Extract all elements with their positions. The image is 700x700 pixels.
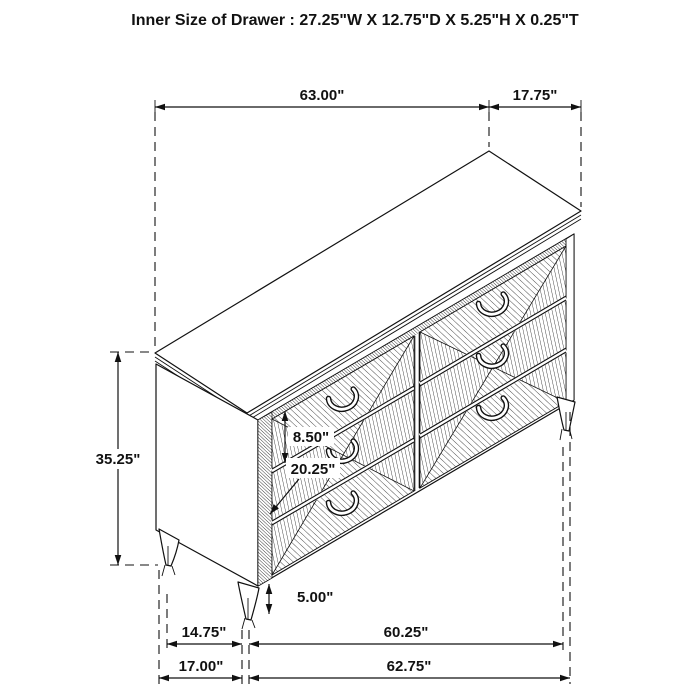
height-dimension-group xyxy=(92,352,158,565)
dim-lower-width-label: 60.25" xyxy=(383,624,429,641)
dim-drawer-height-label: 8.50" xyxy=(292,429,330,446)
leg-front-left xyxy=(238,582,259,629)
page-title: Inner Size of Drawer : 27.25"W X 12.75"D X 5.25"H X 0.25"T xyxy=(131,12,579,29)
dim-base-width-label: 62.75" xyxy=(386,658,432,675)
center-divider xyxy=(414,332,420,491)
leg-right xyxy=(557,397,575,440)
dim-leg-offset-label: 14.75" xyxy=(181,624,227,641)
dim-top-depth-label: 17.75" xyxy=(512,87,558,104)
dim-leg-height-label: 5.00" xyxy=(297,589,334,606)
dresser-drawing xyxy=(155,151,581,629)
front-right-stile xyxy=(566,234,574,405)
dim-overall-height-label: 35.25" xyxy=(95,451,141,468)
front-left-stile xyxy=(258,412,272,586)
dim-opening-width-label: 20.25" xyxy=(290,461,336,478)
dim-top-width-label: 63.00" xyxy=(299,87,345,104)
leg-height-dimension-group xyxy=(269,584,333,614)
dim-base-depth-label: 17.00" xyxy=(178,658,224,675)
